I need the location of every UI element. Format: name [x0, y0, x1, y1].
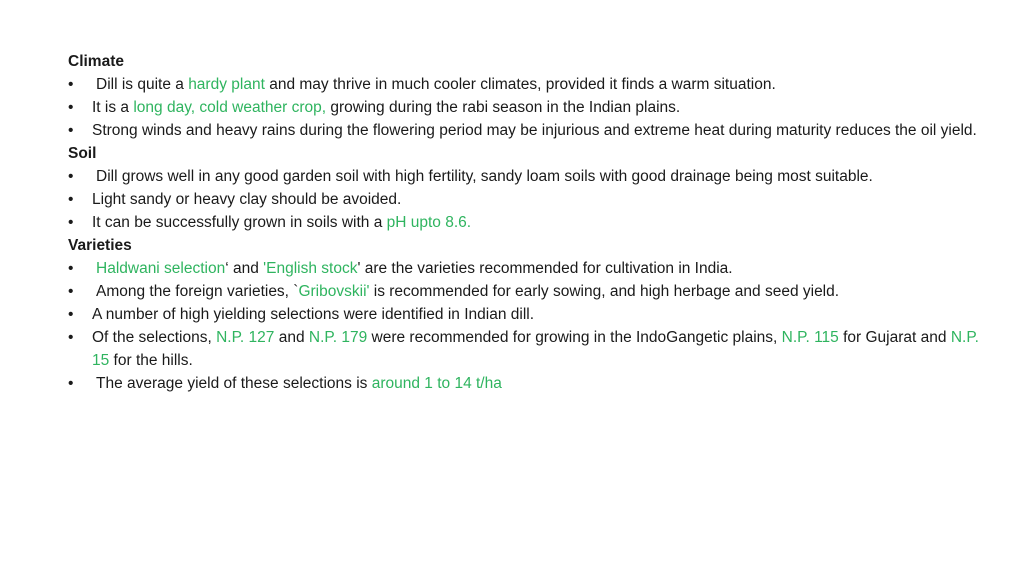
highlighted-term: long day, cold weather crop, [133, 99, 327, 116]
highlighted-term: N.P. 179 [308, 329, 368, 346]
bullet-item [68, 257, 998, 280]
bullet-item [68, 119, 998, 142]
bullet-text [96, 76, 776, 93]
section-heading-climate: Climate [68, 53, 124, 70]
text-run: A number of high yielding selections were identified in Indian dill. [92, 306, 535, 323]
bullet-item [68, 326, 998, 372]
text-run: Of the selections, [92, 329, 217, 346]
text-run: Strong winds and heavy rains during the flowering period may be injurious and extreme heat during maturity reduces the oil yield. [92, 122, 977, 139]
bullet-icon: • [68, 99, 74, 116]
bullet-icon: • [68, 329, 74, 346]
text-run: were recommended for growing in the IndoGangetic plains, [367, 329, 782, 346]
bullet-icon: • [68, 122, 74, 139]
bullet-item [68, 165, 998, 188]
bullet-icon: • [68, 306, 74, 323]
bullet-text [92, 214, 471, 231]
text-run: Among the foreign varieties, ` [96, 283, 299, 300]
text-run: ' are the varieties recommended for cultivation in India. [357, 260, 733, 277]
highlighted-term: 'English stock [263, 260, 358, 277]
highlighted-term: hardy plant [188, 76, 265, 93]
text-run: and may thrive in much cooler climates, provided it finds a warm situation. [264, 76, 776, 93]
highlighted-term: Gribovskii' [298, 283, 370, 300]
text-run: Light sandy or heavy clay should be avoided. [92, 191, 402, 208]
bullet-text [92, 99, 680, 116]
bullet-text [96, 283, 839, 300]
bullet-text [96, 168, 873, 185]
text-run: growing during the rabi season in the Indian plains. [326, 99, 681, 116]
bullet-icon: • [68, 214, 74, 231]
text-run: Dill grows well in any good garden soil with high fertility, sandy loam soils with good drainage being most suitable. [96, 168, 873, 185]
highlighted-term: N.P. 127 [216, 329, 275, 346]
bullet-icon: • [68, 260, 74, 277]
bullet-item [68, 303, 998, 326]
bullet-item [68, 280, 998, 303]
bullet-text [92, 122, 977, 139]
bullet-icon: • [68, 375, 74, 392]
text-run: It can be successfully grown in soils with a [92, 214, 387, 231]
bullet-icon: • [68, 283, 74, 300]
text-run: ‘ and [225, 260, 264, 277]
bullet-text [92, 306, 534, 323]
bullet-item [68, 188, 998, 211]
bullet-text [92, 191, 401, 208]
bullet-icon: • [68, 168, 74, 185]
bullet-item [68, 73, 998, 96]
highlighted-term: N.P. 115 [781, 329, 839, 346]
text-run: The average yield of these selections is [96, 375, 372, 392]
text-run: for the hills. [109, 352, 193, 369]
highlighted-term: N.P. 15 [92, 329, 979, 369]
text-run: for Gujarat and [838, 329, 951, 346]
section-heading-varieties: Varieties [68, 237, 132, 254]
section-heading-soil: Soil [68, 145, 97, 162]
text-run: It is a [92, 99, 134, 116]
bullet-item [68, 372, 998, 395]
bullet-text [92, 329, 979, 369]
bullet-item [68, 96, 998, 119]
highlighted-term: Haldwani selection [96, 260, 226, 277]
highlighted-term: around 1 to 14 t/ha [371, 375, 502, 392]
bullet-item [68, 211, 998, 234]
bullet-icon: • [68, 191, 74, 208]
bullet-text [96, 260, 733, 277]
text-run: Dill is quite a [96, 76, 189, 93]
slide-content [68, 50, 998, 395]
bullet-icon: • [68, 76, 74, 93]
text-run: is recommended for early sowing, and high herbage and seed yield. [369, 283, 840, 300]
text-run: and [274, 329, 309, 346]
bullet-text [96, 375, 502, 392]
highlighted-term: pH upto 8.6. [386, 214, 472, 231]
